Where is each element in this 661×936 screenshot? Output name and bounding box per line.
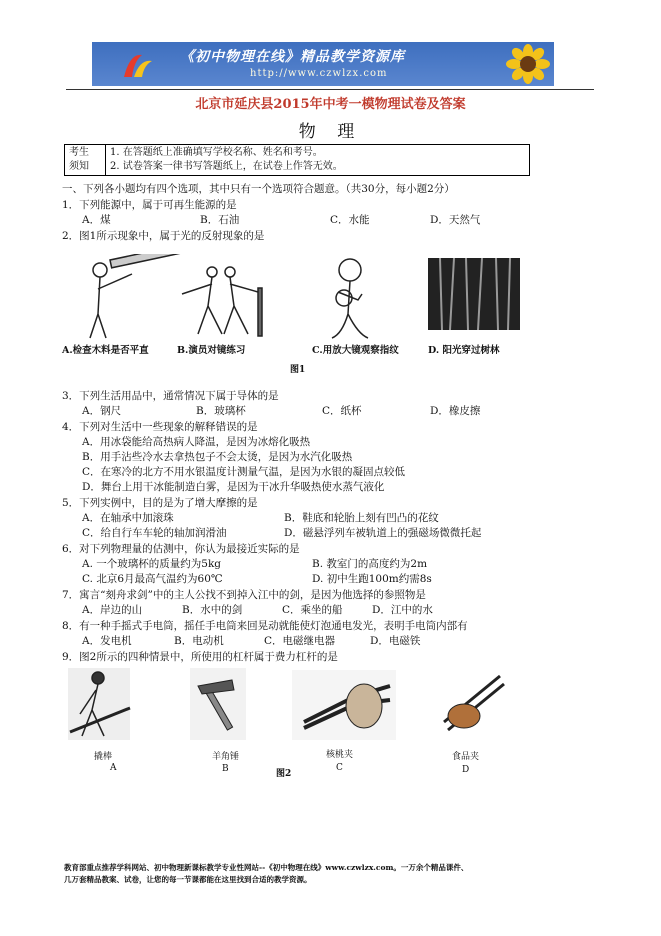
option-d: D．电磁铁	[370, 635, 421, 647]
option-d: D. 初中生跑100m约需8s	[312, 573, 432, 585]
option-a: A. 一个玻璃杯的质量约为5kg	[82, 558, 222, 570]
fig1-b-image	[182, 267, 262, 336]
option-b: B．石油	[200, 214, 240, 226]
question-stem: 5．下列实例中，目的是为了增大摩擦的是	[62, 497, 258, 509]
notice-items	[106, 145, 530, 176]
banner-url[interactable]: http://www.czwlzx.com	[250, 68, 388, 79]
fig2-a-image	[68, 668, 130, 740]
fig1-label: 图1	[290, 365, 306, 375]
page-footer	[64, 862, 604, 886]
option-a: A．发电机	[82, 635, 132, 647]
fig1-d-image	[428, 258, 520, 330]
option-c: C．给自行车车轮的轴加润滑油	[82, 527, 227, 539]
exam-notice-table	[64, 144, 530, 176]
option-a: A．用冰袋能给高热病人降温，是因为冰熔化吸热	[82, 436, 311, 448]
option-c: C．乘坐的船	[282, 604, 343, 616]
fig1-caption-b: B.演员对镜练习	[177, 345, 246, 356]
question-stem: 7．寓言“刻舟求剑”中的主人公找不到掉入江中的剑，是因为他选择的参照物是	[62, 589, 426, 601]
fig2-c-image	[292, 670, 396, 740]
fig2-label-d: D	[462, 765, 470, 775]
option-a: A．煤	[82, 214, 111, 226]
fig1-c-image	[332, 259, 368, 338]
option-a: A．岸边的山	[82, 604, 143, 616]
question-stem: 1．下列能源中，属于可再生能源的是	[62, 199, 237, 211]
option-d: D．舞台上用干冰能制造白雾，是因为干冰升华吸热使水蒸气液化	[82, 481, 385, 493]
option-c: C. 北京6月最高气温约为60℃	[82, 573, 223, 585]
fig2-caption-d: 食品夹	[452, 752, 480, 762]
header-rule	[66, 89, 594, 90]
figure-2-images	[64, 666, 514, 742]
option-b: B．水中的剑	[182, 604, 243, 616]
option-a: A．在轴承中加滚珠	[82, 512, 174, 524]
fig1-caption-d: D. 阳光穿过树林	[428, 345, 500, 356]
figure-1-images	[62, 254, 528, 340]
option-a: A．钢尺	[82, 405, 122, 417]
doc-subtitle: 北京市延庆县2015年中考一模物理试卷及答案	[195, 97, 466, 112]
notice-label-line2: 须知	[69, 161, 89, 172]
fig2-label-b: B	[222, 764, 229, 774]
question-stem: 6．对下列物理量的估测中，你认为最接近实际的是	[62, 543, 300, 555]
question-stem: 8．有一种手摇式手电筒，摇任手电筒来回晃动就能使灯泡通电发光，表明手电筒内部有	[62, 620, 468, 632]
notice-item: 2. 试卷答案一律书写答题纸上，在试卷上作答无效。	[110, 161, 343, 172]
option-d: D．江中的水	[372, 604, 433, 616]
notice-label	[65, 145, 106, 176]
option-c: C．水能	[330, 214, 370, 226]
option-b: B. 教室门的高度约为2m	[312, 558, 428, 570]
option-b: B．用手沾些冷水去拿热包子不会太烫，是因为水汽化吸热	[82, 451, 353, 463]
fig2-d-image	[440, 668, 510, 740]
question-stem: 9．图2所示的四种情景中，所使用的杠杆属于费力杠杆的是	[62, 651, 338, 663]
fig1-a-image	[90, 254, 180, 338]
fig2-caption-b: 羊角锤	[212, 752, 240, 762]
page-title: 物 理	[298, 122, 363, 142]
fig2-caption-c: 核桃夹	[326, 750, 354, 760]
option-b: B．鞋底和轮胎上刻有凹凸的花纹	[284, 512, 439, 524]
footer-line: 几万套精品教案、试卷，让您的每一节课都能在这里找到合适的教学资源。	[64, 875, 312, 884]
question-stem: 2．图1所示现象中，属于光的反射现象的是	[62, 230, 265, 242]
fig2-label-a: A	[110, 763, 117, 773]
banner-title: 《初中物理在线》精品教学资源库	[180, 49, 405, 65]
question-stem: 3．下列生活用品中，通常情况下属于导体的是	[62, 390, 279, 402]
option-d: D．天然气	[430, 214, 481, 226]
question-stem: 4．下列对生活中一些现象的解释错误的是	[62, 421, 258, 433]
option-d: D．磁悬浮列车被轨道上的强磁场微微托起	[284, 527, 482, 539]
sunflower-icon	[506, 44, 550, 84]
option-b: B．电动机	[174, 635, 224, 647]
header-banner	[92, 42, 554, 86]
fig2-label: 图2	[276, 769, 292, 779]
fig2-label-c: C	[336, 763, 343, 773]
option-c: C．在寒冷的北方不用水银温度计测量气温，是因为水银的凝固点较低	[82, 466, 406, 478]
fig1-caption-c: C.用放大镜观察指纹	[312, 345, 399, 356]
option-d: D．橡皮擦	[430, 405, 481, 417]
notice-label-line1: 考生	[69, 147, 89, 158]
option-c: C．纸杯	[322, 405, 362, 417]
notice-item: 1. 在答题纸上准确填写学校名称、姓名和考号。	[110, 147, 323, 158]
fig2-b-image	[190, 668, 246, 740]
option-c: C．电磁继电器	[264, 635, 336, 647]
fig1-caption-a: A.检查木料是否平直	[62, 345, 149, 356]
footer-line: 教育部重点推荐学科网站、初中物理新课标教学专业性网站--《初中物理在线》www.czwlzx.com。一万余个精品课件、	[64, 863, 469, 872]
option-b: B．玻璃杯	[196, 405, 246, 417]
section-heading: 一、下列各小题均有四个选项，其中只有一个选项符合题意。（共30分，每小题2分）	[62, 183, 455, 195]
site-logo-icon	[120, 49, 154, 81]
fig2-caption-a: 撬棒	[94, 752, 113, 762]
